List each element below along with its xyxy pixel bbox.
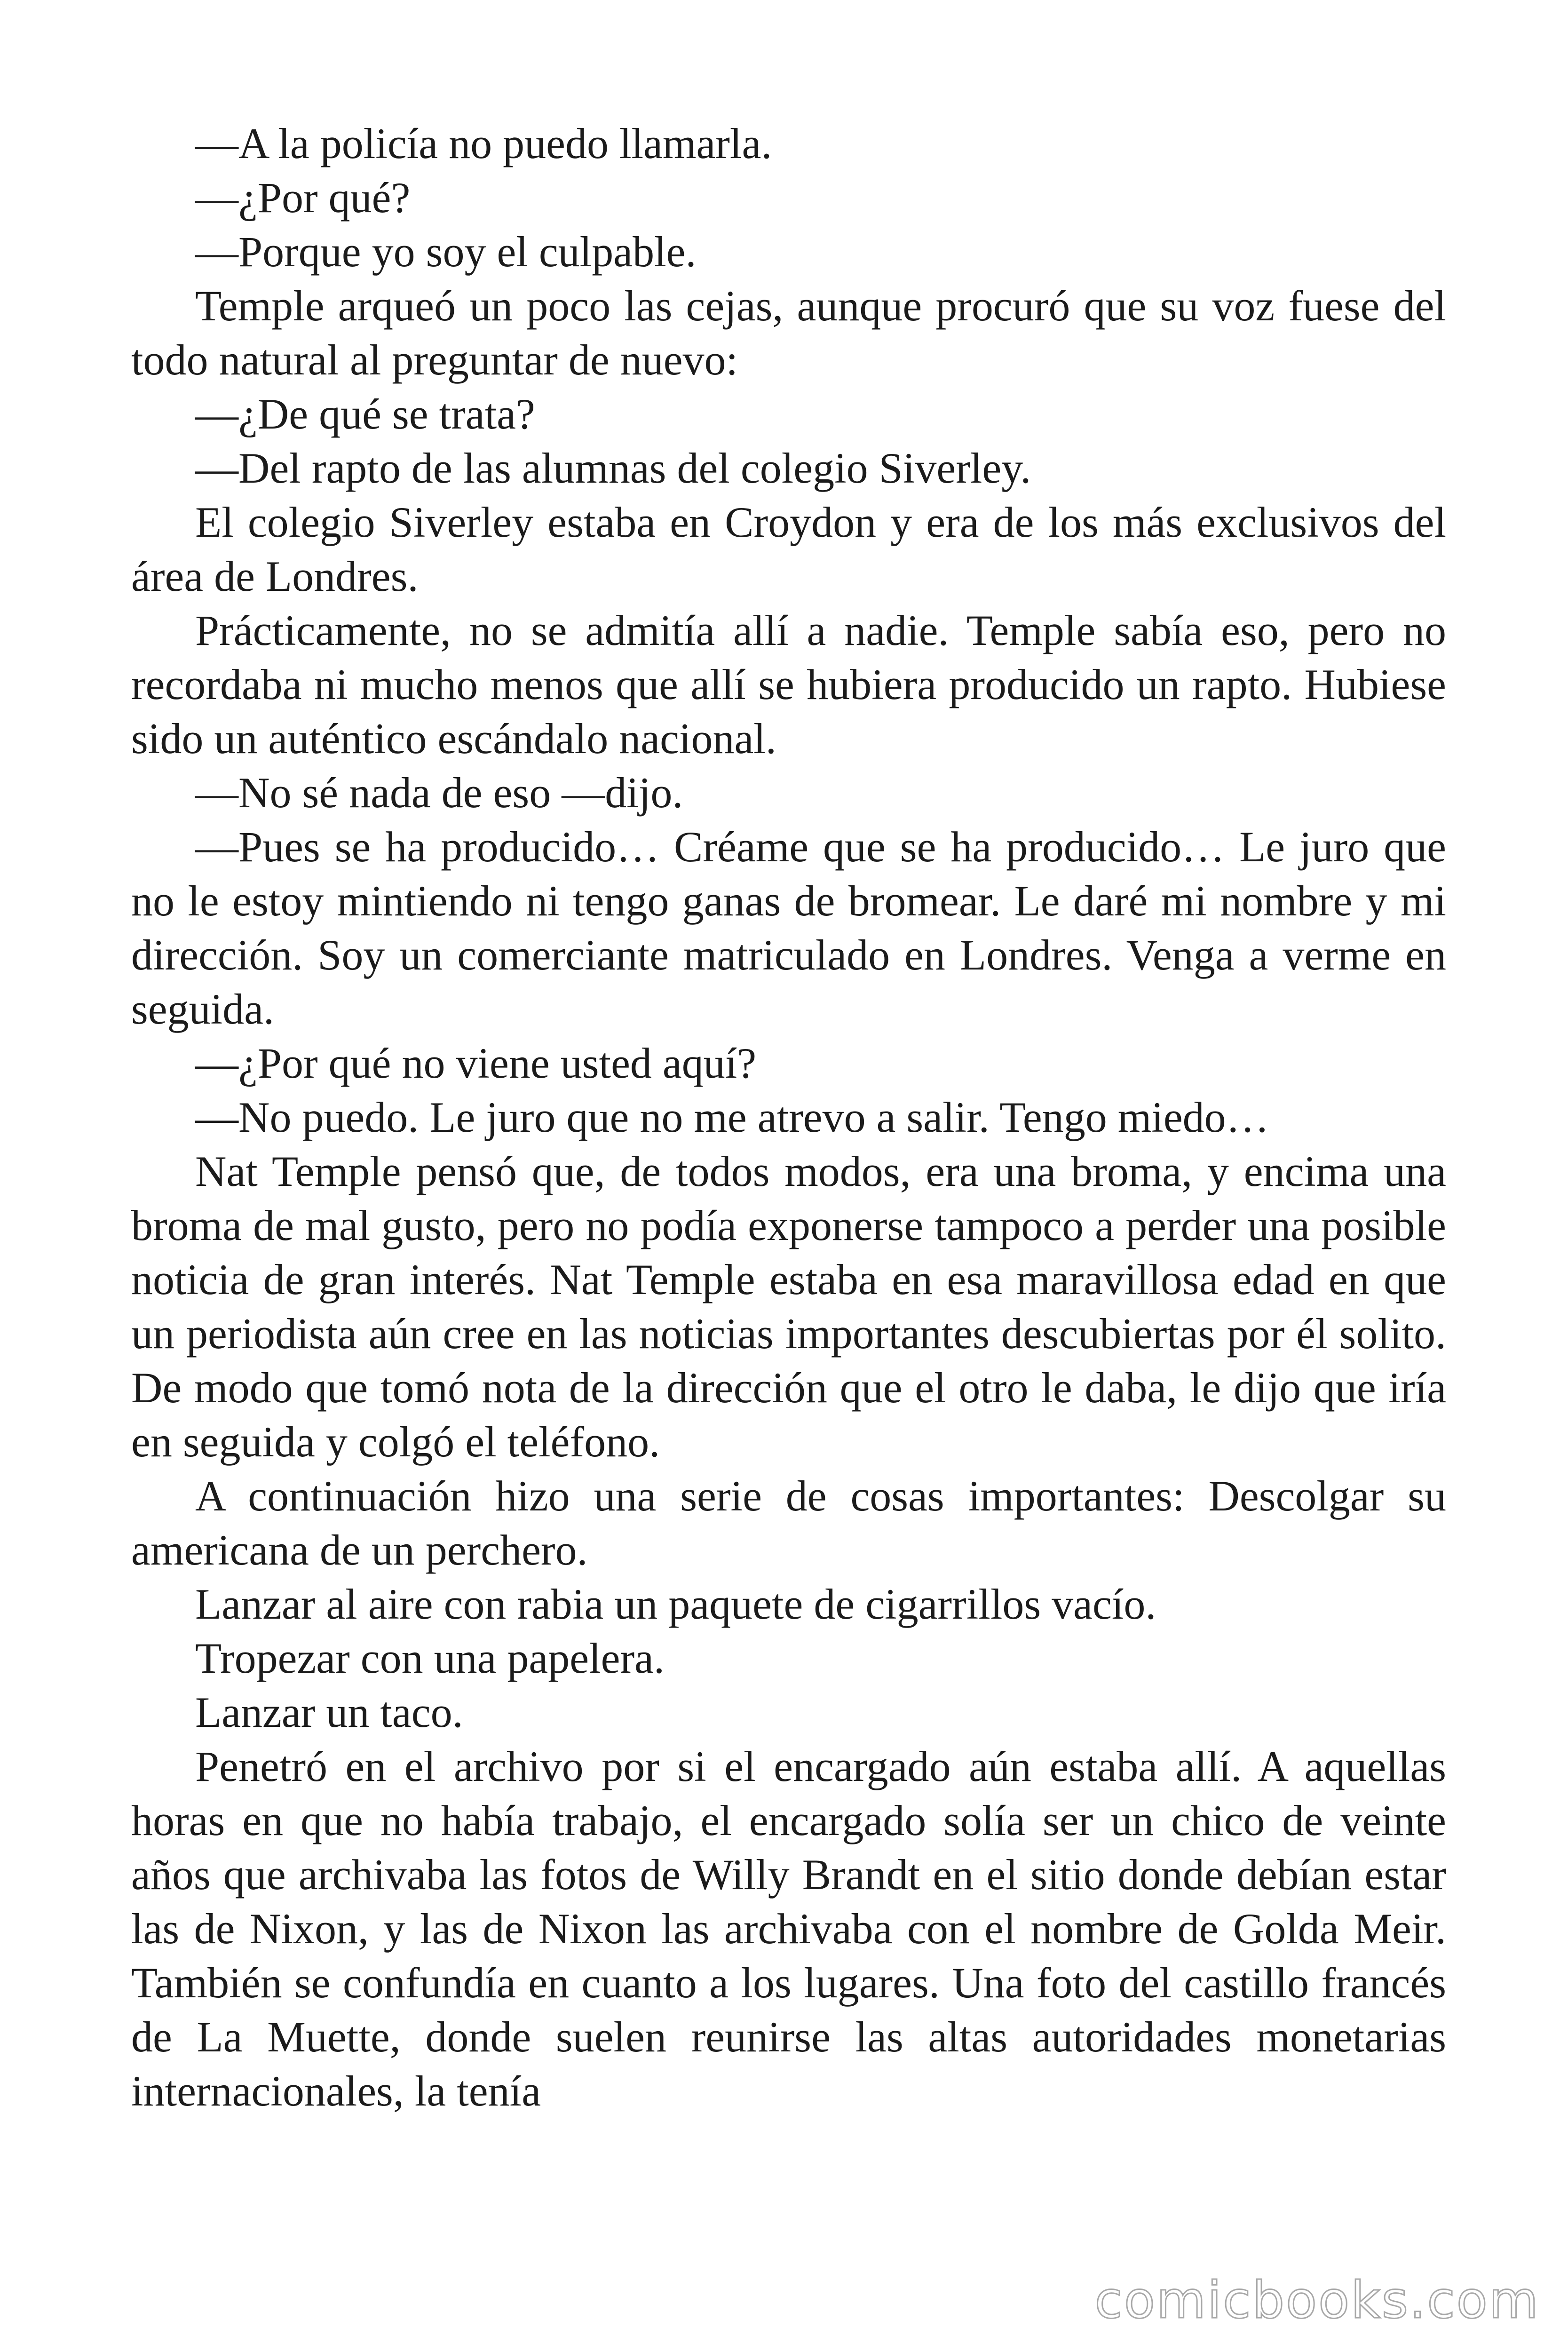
- paragraph: Penetró en el archivo por si el encargado aún estaba allí. A aquellas horas en que no había trabajo, el encargado solía ser un chico de veinte años que archivaba las fotos de Willy Brandt en el sitio donde debían estar las de Nixon, y las de Nixon las archivaba con el nombre de Golda Meir. También se confundía en cuanto a los lugares. Una foto del castillo francés de La Muette, donde suelen reunirse las altas autoridades monetarias internacionales, la tenía: [131, 1742, 1446, 2115]
- paragraph: El colegio Siverley estaba en Croydon y era de los más exclusivos del área de Londres.: [131, 498, 1446, 600]
- paragraph: Prácticamente, no se admitía allí a nadie. Temple sabía eso, pero no recordaba ni mucho menos que allí se hubiera producido un rapto. Hubiese sido un auténtico escándalo nacional.: [131, 606, 1446, 763]
- paragraph: —No sé nada de eso —dijo.: [195, 769, 683, 817]
- paragraph: —Porque yo soy el culpable.: [195, 228, 697, 276]
- paragraph: —¿Por qué?: [195, 174, 411, 222]
- paragraph: —Pues se ha producido… Créame que se ha producido… Le juro que no le estoy mintiendo ni tengo ganas de bromear. Le daré mi nombre y mi dirección. Soy un comerciante matriculado en Londres. Venga a verme en seguida.: [131, 823, 1446, 1033]
- paragraph: Lanzar al aire con rabia un paquete de cigarrillos vacío.: [195, 1580, 1156, 1628]
- paragraph: —¿Por qué no viene usted aquí?: [195, 1039, 757, 1087]
- paragraph: Lanzar un taco.: [195, 1688, 463, 1736]
- paragraph: Temple arqueó un poco las cejas, aunque procuró que su voz fuese del todo natural al preguntar de nuevo:: [131, 282, 1446, 384]
- paragraph: —¿De qué se trata?: [195, 390, 535, 438]
- paragraph: —Del rapto de las alumnas del colegio Siverley.: [195, 444, 1031, 492]
- paragraph: A continuación hizo una serie de cosas importantes: Descolgar su americana de un perchero.: [131, 1472, 1446, 1574]
- paragraph: Nat Temple pensó que, de todos modos, era una broma, y encima una broma de mal gusto, pero no podía exponerse tampoco a perder una posible noticia de gran interés. Nat Temple estaba en esa maravillosa edad en que un periodista aún cree en las noticias importantes descubiertas por él solito. De modo que tomó nota de la dirección que el otro le daba, le dijo que iría en seguida y colgó el teléfono.: [131, 1147, 1446, 1466]
- paragraph: —No puedo. Le juro que no me atrevo a salir. Tengo miedo…: [195, 1093, 1269, 1141]
- paragraph: Tropezar con una papelera.: [195, 1634, 665, 1682]
- book-page-text: [131, 117, 1446, 2118]
- paragraph: —A la policía no puedo llamarla.: [195, 119, 772, 167]
- watermark: comicbooks.com: [1094, 2271, 1540, 2330]
